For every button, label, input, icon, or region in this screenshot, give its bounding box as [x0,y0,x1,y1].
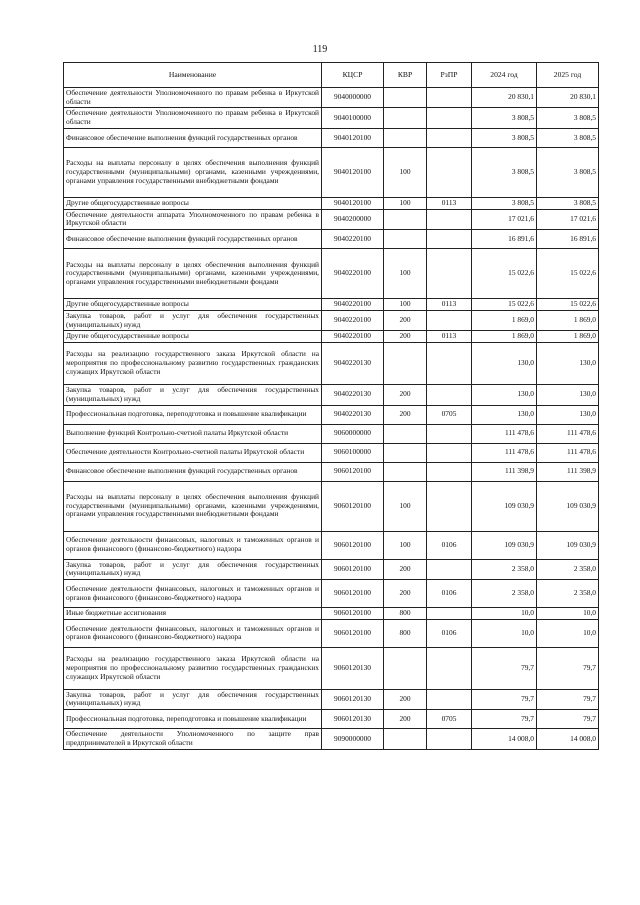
cell-kcsr: 9060120100 [322,619,384,647]
cell-name: Профессиональная подготовка, переподготовка и повышение квалификации [64,405,322,424]
header-rzpr: РзПР [427,63,472,88]
cell-rzpr [427,88,472,108]
cell-2025: 2 358,0 [537,580,599,608]
cell-rzpr [427,230,472,249]
table-row [64,710,599,729]
cell-kcsr: 9040220100 [322,310,384,330]
cell-name: Обеспечение деятельности Уполномоченного по правам ребенка в Иркутской области [64,108,322,128]
cell-rzpr [427,343,472,385]
cell-kvr: 100 [384,249,427,299]
cell-kcsr: 9060120100 [322,580,384,608]
cell-kcsr: 9040220130 [322,405,384,424]
cell-kvr [384,424,427,443]
cell-name: Расходы на выплаты персоналу в целях обеспечения выполнения функций государственными (муниципальными) органами, казенными учреждениями, органами управления государственными внебюджетными фондами [64,481,322,531]
cell-kvr: 200 [384,310,427,330]
cell-2024: 1 869,0 [472,331,537,343]
cell-kvr: 200 [384,405,427,424]
cell-2024: 79,7 [472,710,537,729]
cell-2024: 10,0 [472,619,537,647]
cell-rzpr [427,647,472,689]
cell-rzpr: 0106 [427,531,472,559]
cell-2025: 79,7 [537,689,599,709]
table-row [64,108,599,128]
table-row [64,424,599,443]
cell-kvr: 100 [384,147,427,197]
cell-2024: 111 478,6 [472,443,537,462]
cell-2024: 2 358,0 [472,559,537,579]
cell-rzpr: 0113 [427,331,472,343]
cell-kvr: 200 [384,385,427,405]
table-row [64,299,599,311]
cell-name: Закупка товаров, работ и услуг для обеспечения государственных (муниципальных) нужд [64,689,322,709]
cell-kcsr: 9060120100 [322,531,384,559]
cell-kvr [384,443,427,462]
table-row [64,580,599,608]
cell-name: Обеспечение деятельности Уполномоченного по защите прав предпринимателей в Иркутской области [64,729,322,749]
cell-2024: 130,0 [472,343,537,385]
cell-2024: 109 030,9 [472,481,537,531]
cell-2025: 111 478,6 [537,424,599,443]
cell-2024: 16 891,6 [472,230,537,249]
cell-2025: 130,0 [537,405,599,424]
table-row [64,462,599,481]
cell-2024: 3 808,5 [472,197,537,209]
cell-2024: 130,0 [472,385,537,405]
cell-2025: 17 021,6 [537,209,599,229]
cell-2024: 3 808,5 [472,147,537,197]
cell-rzpr [427,310,472,330]
cell-2024: 3 808,5 [472,128,537,147]
cell-2025: 1 869,0 [537,331,599,343]
cell-2024: 3 808,5 [472,108,537,128]
table-row [64,443,599,462]
cell-kvr [384,88,427,108]
cell-kcsr: 9040000000 [322,88,384,108]
cell-2025: 16 891,6 [537,230,599,249]
table-row [64,147,599,197]
cell-2024: 2 358,0 [472,580,537,608]
cell-name: Расходы на реализацию государственного заказа Иркутской области на мероприятия по профессиональному развитию государственных гражданских служащих Иркутской области [64,343,322,385]
cell-2025: 79,7 [537,710,599,729]
cell-kvr: 800 [384,619,427,647]
table-row [64,343,599,385]
cell-kvr: 200 [384,331,427,343]
cell-2024: 111 478,6 [472,424,537,443]
table-row [64,689,599,709]
cell-2024: 79,7 [472,647,537,689]
cell-2024: 20 830,1 [472,88,537,108]
cell-rzpr: 0705 [427,710,472,729]
cell-2025: 15 022,6 [537,299,599,311]
cell-kcsr: 9090000000 [322,729,384,749]
cell-name: Профессиональная подготовка, переподготовка и повышение квалификации [64,710,322,729]
cell-kvr [384,128,427,147]
cell-2024: 14 008,0 [472,729,537,749]
table-row [64,230,599,249]
cell-name: Финансовое обеспечение выполнения функций государственных органов [64,230,322,249]
cell-kcsr: 9040120100 [322,128,384,147]
header-kcsr: КЦСР [322,63,384,88]
cell-name: Обеспечение деятельности Контрольно-счетной палаты Иркутской области [64,443,322,462]
cell-kcsr: 9060120130 [322,710,384,729]
cell-2024: 17 021,6 [472,209,537,229]
cell-rzpr [427,462,472,481]
cell-kcsr: 9040100000 [322,108,384,128]
cell-kcsr: 9040120100 [322,197,384,209]
cell-rzpr [427,128,472,147]
cell-kcsr: 9060120100 [322,608,384,620]
cell-kcsr: 9060120100 [322,481,384,531]
cell-rzpr [427,385,472,405]
table-row [64,128,599,147]
cell-kvr: 100 [384,481,427,531]
cell-2024: 1 869,0 [472,310,537,330]
cell-kcsr: 9060100000 [322,443,384,462]
cell-kcsr: 9040220100 [322,249,384,299]
cell-name: Обеспечение деятельности аппарата Уполномоченного по правам ребенка в Иркутской области [64,209,322,229]
cell-kcsr: 9060120100 [322,462,384,481]
cell-2025: 1 869,0 [537,310,599,330]
cell-name: Обеспечение деятельности финансовых, налоговых и таможенных органов и органов финансового (финансово-бюджетного) надзора [64,531,322,559]
table-row [64,249,599,299]
cell-kcsr: 9040220100 [322,230,384,249]
cell-2025: 20 830,1 [537,88,599,108]
cell-kcsr: 9040220100 [322,299,384,311]
table-header-row [64,63,599,88]
cell-2025: 14 008,0 [537,729,599,749]
table-row [64,559,599,579]
cell-kcsr: 9040200000 [322,209,384,229]
cell-2024: 15 022,6 [472,249,537,299]
cell-name: Выполнение функций Контрольно-счетной палаты Иркутской области [64,424,322,443]
table-row [64,331,599,343]
cell-rzpr [427,443,472,462]
table-row [64,405,599,424]
header-kvr: КВР [384,63,427,88]
cell-kvr: 200 [384,580,427,608]
cell-name: Иные бюджетные ассигнования [64,608,322,620]
cell-2024: 130,0 [472,405,537,424]
budget-table [63,62,599,750]
cell-name: Расходы на выплаты персоналу в целях обеспечения выполнения функций государственными (муниципальными) органами, казенными учреждениями, органами управления государственными внебюджетными фондами [64,147,322,197]
page-number: 119 [312,44,328,55]
cell-name: Другие общегосударственные вопросы [64,331,322,343]
cell-name: Финансовое обеспечение выполнения функций государственных органов [64,462,322,481]
cell-2024: 79,7 [472,689,537,709]
table-row [64,209,599,229]
header-name: Наименование [64,63,322,88]
table-row [64,310,599,330]
cell-2024: 109 030,9 [472,531,537,559]
cell-kvr [384,462,427,481]
cell-2025: 3 808,5 [537,197,599,209]
cell-name: Расходы на выплаты персоналу в целях обеспечения выполнения функций государственными (муниципальными) органами, казенными учреждениями, органами управления государственными внебюджетными фондами [64,249,322,299]
cell-name: Обеспечение деятельности Уполномоченного по правам ребенка в Иркутской области [64,88,322,108]
cell-2025: 111 398,9 [537,462,599,481]
table-row [64,88,599,108]
cell-rzpr [427,209,472,229]
cell-name: Закупка товаров, работ и услуг для обеспечения государственных (муниципальных) нужд [64,385,322,405]
cell-2025: 10,0 [537,619,599,647]
cell-name: Закупка товаров, работ и услуг для обеспечения государственных (муниципальных) нужд [64,310,322,330]
cell-kvr: 200 [384,559,427,579]
cell-kvr [384,647,427,689]
cell-name: Обеспечение деятельности финансовых, налоговых и таможенных органов и органов финансового (финансово-бюджетного) надзора [64,580,322,608]
cell-kvr: 800 [384,608,427,620]
table-row [64,608,599,620]
cell-rzpr [427,481,472,531]
cell-2025: 130,0 [537,343,599,385]
cell-2025: 10,0 [537,608,599,620]
cell-rzpr: 0113 [427,197,472,209]
cell-kcsr: 9040120100 [322,147,384,197]
cell-kcsr: 9040220100 [322,331,384,343]
table-row [64,531,599,559]
cell-2025: 130,0 [537,385,599,405]
cell-kvr: 100 [384,531,427,559]
cell-2025: 111 478,6 [537,443,599,462]
cell-kcsr: 9060120130 [322,647,384,689]
cell-rzpr [427,559,472,579]
cell-2025: 3 808,5 [537,108,599,128]
cell-2025: 3 808,5 [537,128,599,147]
cell-kcsr: 9040220130 [322,343,384,385]
cell-rzpr: 0106 [427,619,472,647]
cell-2025: 79,7 [537,647,599,689]
cell-rzpr [427,424,472,443]
table-row [64,197,599,209]
table-row [64,385,599,405]
cell-kvr [384,108,427,128]
cell-rzpr: 0705 [427,405,472,424]
cell-2025: 109 030,9 [537,531,599,559]
cell-name: Закупка товаров, работ и услуг для обеспечения государственных (муниципальных) нужд [64,559,322,579]
cell-rzpr [427,108,472,128]
table-row [64,619,599,647]
cell-rzpr: 0106 [427,580,472,608]
cell-rzpr [427,249,472,299]
cell-kvr [384,729,427,749]
table-row [64,481,599,531]
cell-2025: 3 808,5 [537,147,599,197]
cell-kvr: 200 [384,710,427,729]
cell-2024: 10,0 [472,608,537,620]
cell-kcsr: 9040220130 [322,385,384,405]
cell-name: Расходы на реализацию государственного заказа Иркутской области на мероприятия по профессиональному развитию государственных гражданских служащих Иркутской области [64,647,322,689]
cell-name: Финансовое обеспечение выполнения функций государственных органов [64,128,322,147]
cell-rzpr [427,689,472,709]
cell-kvr [384,343,427,385]
cell-kvr [384,209,427,229]
cell-name: Другие общегосударственные вопросы [64,197,322,209]
cell-2025: 15 022,6 [537,249,599,299]
cell-kvr [384,230,427,249]
cell-2024: 111 398,9 [472,462,537,481]
cell-kcsr: 9060120130 [322,689,384,709]
cell-rzpr [427,147,472,197]
cell-rzpr: 0113 [427,299,472,311]
cell-kvr: 200 [384,689,427,709]
cell-kvr: 100 [384,299,427,311]
cell-2024: 15 022,6 [472,299,537,311]
cell-2025: 109 030,9 [537,481,599,531]
header-2025: 2025 год [537,63,599,88]
cell-name: Другие общегосударственные вопросы [64,299,322,311]
header-2024: 2024 год [472,63,537,88]
cell-rzpr [427,729,472,749]
cell-name: Обеспечение деятельности финансовых, налоговых и таможенных органов и органов финансового (финансово-бюджетного) надзора [64,619,322,647]
cell-kcsr: 9060120100 [322,559,384,579]
cell-kvr: 100 [384,197,427,209]
table-row [64,647,599,689]
cell-rzpr [427,608,472,620]
table-row [64,729,599,749]
cell-2025: 2 358,0 [537,559,599,579]
cell-kcsr: 9060000000 [322,424,384,443]
